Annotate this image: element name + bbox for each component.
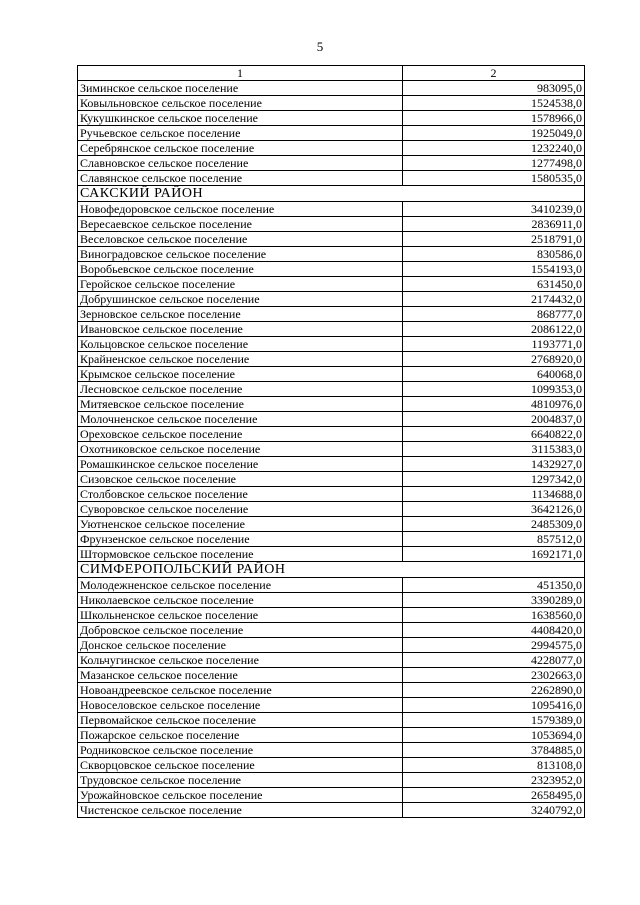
table-row	[78, 156, 585, 171]
table-row	[78, 141, 585, 156]
table-row	[78, 683, 585, 698]
settlement-value: 1099353,0	[403, 382, 585, 397]
settlement-name: Новоселовское сельское поселение	[78, 698, 403, 713]
table-row	[78, 532, 585, 547]
table-row	[78, 232, 585, 247]
settlement-name: Ковыльновское сельское поселение	[78, 96, 403, 111]
settlement-name: Геройское сельское поселение	[78, 277, 403, 292]
settlement-value: 983095,0	[403, 81, 585, 96]
table-row	[78, 352, 585, 367]
settlement-name: Чистенское сельское поселение	[78, 803, 403, 818]
settlement-value: 2836911,0	[403, 217, 585, 232]
settlement-name: Лесновское сельское поселение	[78, 382, 403, 397]
settlement-value: 830586,0	[403, 247, 585, 262]
settlement-value: 640068,0	[403, 367, 585, 382]
table-row	[78, 743, 585, 758]
table-row	[78, 322, 585, 337]
settlement-value: 2302663,0	[403, 668, 585, 683]
table-row	[78, 547, 585, 562]
settlement-name: Митяевское сельское поселение	[78, 397, 403, 412]
table-body	[78, 66, 585, 818]
table-row	[78, 578, 585, 593]
settlement-value: 6640822,0	[403, 427, 585, 442]
settlement-name: Ромашкинское сельское поселение	[78, 457, 403, 472]
settlement-name: Николаевское сельское поселение	[78, 593, 403, 608]
settlement-name: Родниковское сельское поселение	[78, 743, 403, 758]
settlement-name: Серебрянское сельское поселение	[78, 141, 403, 156]
settlement-value: 3642126,0	[403, 502, 585, 517]
settlement-name: Крайненское сельское поселение	[78, 352, 403, 367]
table-row	[78, 472, 585, 487]
table-row	[78, 367, 585, 382]
settlement-name: Мазанское сельское поселение	[78, 668, 403, 683]
settlement-name: Воробьевское сельское поселение	[78, 262, 403, 277]
table-row	[78, 713, 585, 728]
table-row	[78, 593, 585, 608]
settlement-value: 813108,0	[403, 758, 585, 773]
settlement-name: Скворцовское сельское поселение	[78, 758, 403, 773]
table-row	[78, 412, 585, 427]
table-row	[78, 758, 585, 773]
settlement-name: Охотниковское сельское поселение	[78, 442, 403, 457]
settlement-name: Уютненское сельское поселение	[78, 517, 403, 532]
settlement-value: 3390289,0	[403, 593, 585, 608]
table-row	[78, 111, 585, 126]
settlement-name: Трудовское сельское поселение	[78, 773, 403, 788]
settlement-value: 857512,0	[403, 532, 585, 547]
settlement-value: 1277498,0	[403, 156, 585, 171]
settlement-value: 3115383,0	[403, 442, 585, 457]
table-row	[78, 773, 585, 788]
district-row	[78, 186, 585, 202]
settlement-name: Школьненское сельское поселение	[78, 608, 403, 623]
settlement-name: Зерновское сельское поселение	[78, 307, 403, 322]
settlement-name: Крымское сельское поселение	[78, 367, 403, 382]
table-header-row	[78, 66, 585, 81]
settlement-name: Пожарское сельское поселение	[78, 728, 403, 743]
settlement-name: Урожайновское сельское поселение	[78, 788, 403, 803]
settlement-name: Первомайское сельское поселение	[78, 713, 403, 728]
table-row	[78, 292, 585, 307]
table-row	[78, 653, 585, 668]
settlement-value: 1580535,0	[403, 171, 585, 186]
settlement-name: Виноградовское сельское поселение	[78, 247, 403, 262]
settlement-value: 2323952,0	[403, 773, 585, 788]
table-row	[78, 397, 585, 412]
settlement-value: 2004837,0	[403, 412, 585, 427]
settlements-table	[77, 65, 585, 818]
settlement-name: Молочненское сельское поселение	[78, 412, 403, 427]
table-row	[78, 262, 585, 277]
settlement-value: 1053694,0	[403, 728, 585, 743]
table-row	[78, 442, 585, 457]
table-row	[78, 788, 585, 803]
settlement-name: Штормовское сельское поселение	[78, 547, 403, 562]
table-row	[78, 803, 585, 818]
settlement-value: 1554193,0	[403, 262, 585, 277]
table-row	[78, 96, 585, 111]
settlement-value: 1579389,0	[403, 713, 585, 728]
settlement-name: Молодежненское сельское поселение	[78, 578, 403, 593]
header-col-2: 2	[403, 66, 585, 81]
settlement-value: 1232240,0	[403, 141, 585, 156]
table-row	[78, 608, 585, 623]
settlement-value: 2994575,0	[403, 638, 585, 653]
settlement-value: 1524538,0	[403, 96, 585, 111]
settlement-name: Добрушинское сельское поселение	[78, 292, 403, 307]
settlement-name: Славянское сельское поселение	[78, 171, 403, 186]
table-row	[78, 126, 585, 141]
settlement-name: Кольцовское сельское поселение	[78, 337, 403, 352]
table-row	[78, 502, 585, 517]
settlement-value: 2485309,0	[403, 517, 585, 532]
settlement-value: 2768920,0	[403, 352, 585, 367]
table-row	[78, 277, 585, 292]
table-row	[78, 202, 585, 217]
settlement-value: 2658495,0	[403, 788, 585, 803]
settlement-name: Ивановское сельское поселение	[78, 322, 403, 337]
settlement-value: 3410239,0	[403, 202, 585, 217]
table-row	[78, 247, 585, 262]
settlement-name: Сизовское сельское поселение	[78, 472, 403, 487]
table-row	[78, 81, 585, 96]
table-row	[78, 217, 585, 232]
settlement-value: 631450,0	[403, 277, 585, 292]
table-row	[78, 638, 585, 653]
settlement-value: 1692171,0	[403, 547, 585, 562]
settlement-value: 2518791,0	[403, 232, 585, 247]
settlement-name: Новоандреевское сельское поселение	[78, 683, 403, 698]
settlement-value: 2086122,0	[403, 322, 585, 337]
table-row	[78, 728, 585, 743]
settlement-value: 4810976,0	[403, 397, 585, 412]
table-row	[78, 517, 585, 532]
table-row	[78, 171, 585, 186]
settlement-name: Вересаевское сельское поселение	[78, 217, 403, 232]
settlement-name: Ореховское сельское поселение	[78, 427, 403, 442]
district-name: СИМФЕРОПОЛЬСКИЙ РАЙОН	[78, 562, 585, 578]
settlement-name: Столбовское сельское поселение	[78, 487, 403, 502]
settlement-value: 1925049,0	[403, 126, 585, 141]
table-row	[78, 307, 585, 322]
settlement-name: Зиминское сельское поселение	[78, 81, 403, 96]
table-row	[78, 487, 585, 502]
settlement-value: 4408420,0	[403, 623, 585, 638]
settlement-name: Добровское сельское поселение	[78, 623, 403, 638]
settlement-value: 451350,0	[403, 578, 585, 593]
settlement-value: 868777,0	[403, 307, 585, 322]
settlement-name: Донское сельское поселение	[78, 638, 403, 653]
settlement-name: Веселовское сельское поселение	[78, 232, 403, 247]
settlement-value: 1578966,0	[403, 111, 585, 126]
table-row	[78, 337, 585, 352]
page-number: 5	[316, 39, 324, 54]
settlement-name: Ручьевское сельское поселение	[78, 126, 403, 141]
settlement-value: 1134688,0	[403, 487, 585, 502]
header-col-1: 1	[78, 66, 403, 81]
table-row	[78, 382, 585, 397]
settlement-value: 1193771,0	[403, 337, 585, 352]
table-row	[78, 623, 585, 638]
settlement-name: Кукушкинское сельское поселение	[78, 111, 403, 126]
table-row	[78, 457, 585, 472]
table-row	[78, 698, 585, 713]
district-row	[78, 562, 585, 578]
settlement-value: 2262890,0	[403, 683, 585, 698]
settlement-value: 1095416,0	[403, 698, 585, 713]
settlement-value: 4228077,0	[403, 653, 585, 668]
settlement-name: Кольчугинское сельское поселение	[78, 653, 403, 668]
table-row	[78, 427, 585, 442]
district-name: САКСКИЙ РАЙОН	[78, 186, 585, 202]
settlement-value: 3240792,0	[403, 803, 585, 818]
settlement-name: Суворовское сельское поселение	[78, 502, 403, 517]
table-row	[78, 668, 585, 683]
settlement-value: 3784885,0	[403, 743, 585, 758]
settlement-value: 2174432,0	[403, 292, 585, 307]
settlement-value: 1638560,0	[403, 608, 585, 623]
settlement-name: Фрунзенское сельское поселение	[78, 532, 403, 547]
settlement-value: 1297342,0	[403, 472, 585, 487]
settlement-value: 1432927,0	[403, 457, 585, 472]
settlement-name: Славновское сельское поселение	[78, 156, 403, 171]
settlement-name: Новофедоровское сельское поселение	[78, 202, 403, 217]
